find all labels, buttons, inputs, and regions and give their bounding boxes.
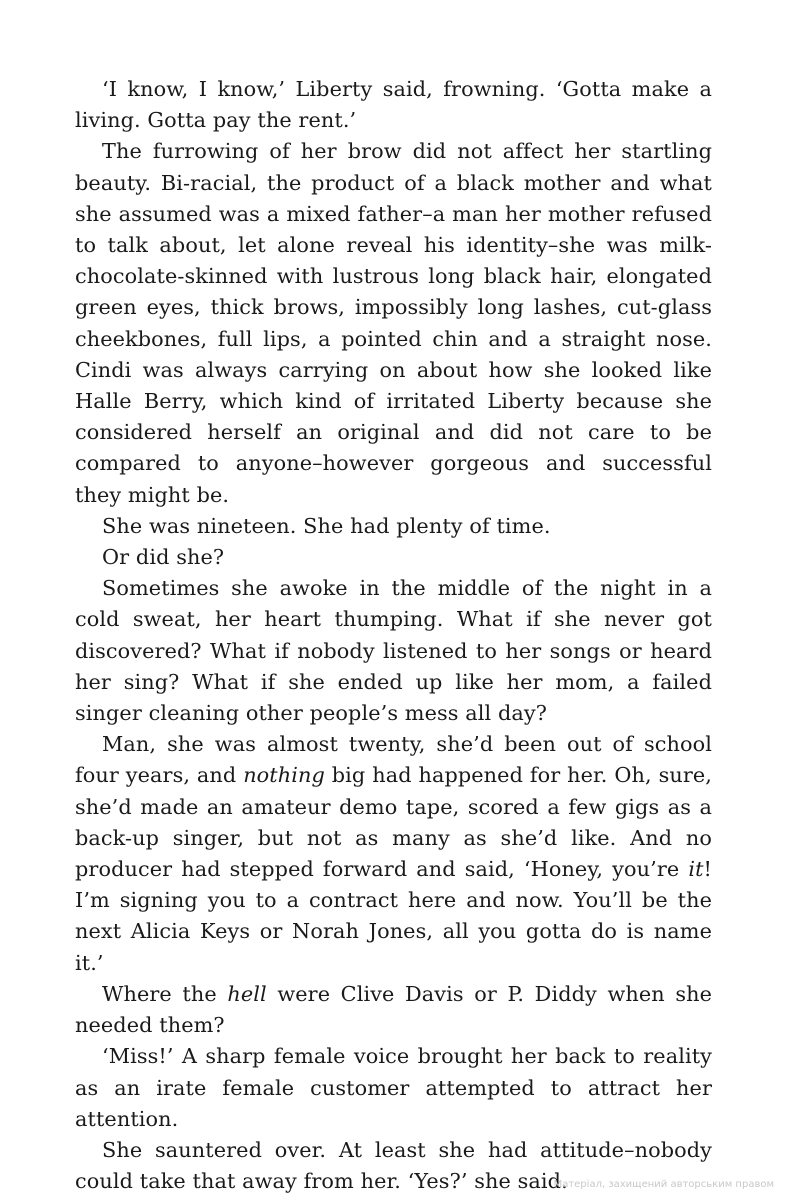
text-run: She sauntered over. At least she had attitude–nobody could take that away from her. ‘Yes?’ she said. bbox=[75, 1137, 712, 1194]
text-run: The furrowing of her brow did not affect her startling beauty. Bi-racial, the product of a black mother and what she assumed was a mixed father–a man her mother refused to talk about, let alone reveal his identity–she was milk-chocolate-skinned with lustrous long black hair, elongated green eyes, thick brows, impossibly long lashes, cut-glass cheekbones, full lips, a pointed chin and a straight nose. Cindi was always carrying on about how she looked like Halle Berry, which kind of irritated Liberty because she considered herself an original and did not care to be compared to anyone–however gorgeous and successful they might be. bbox=[75, 139, 712, 507]
text-run: Man, she was almost twenty, she’d been out of school four years, and bbox=[75, 732, 712, 788]
text-run: big had happened for her. Oh, sure, she’d made an amateur demo tape, scored a few gigs as a back-up singer, but not as many as she’d like. And no producer had stepped forward and said, ‘Honey, you’re bbox=[75, 763, 712, 882]
text-run: were Clive Davis or P. Diddy when she needed them? bbox=[75, 981, 712, 1038]
text-run: Or did she? bbox=[102, 545, 225, 570]
copyright-watermark: Матеріал, захищений авторським правом bbox=[553, 1179, 774, 1190]
paragraph bbox=[75, 1041, 712, 1135]
italic-text: nothing bbox=[243, 763, 325, 788]
text-run: ‘Miss!’ A sharp female voice brought her back to reality as an irate female customer attempted to attract her attention. bbox=[75, 1044, 712, 1131]
italic-text: hell bbox=[227, 981, 267, 1006]
text-run: ! I’m signing you to a contract here and now. You’ll be the next Alicia Keys or Norah Jones, all you gotta do is name it.’ bbox=[75, 857, 712, 975]
paragraph bbox=[75, 573, 712, 729]
text-run: Sometimes she awoke in the middle of the night in a cold sweat, her heart thumping. What if she never got discovered? What if nobody listened to her songs or heard her sing? What if she ended up like her mom, a failed singer cleaning other people’s mess all day? bbox=[75, 576, 712, 726]
paragraph bbox=[75, 511, 712, 542]
text-run: She was nineteen. She had plenty of time. bbox=[102, 513, 551, 538]
italic-text: it bbox=[688, 857, 704, 882]
paragraph bbox=[75, 74, 712, 136]
paragraph bbox=[75, 979, 712, 1041]
text-run: ‘I know, I know,’ Liberty said, frowning. ‘Gotta make a living. Gotta pay the rent.’ bbox=[75, 77, 712, 133]
paragraph bbox=[75, 136, 712, 510]
paragraph bbox=[75, 542, 712, 573]
page-body bbox=[75, 74, 712, 1197]
text-run: Where the bbox=[102, 981, 228, 1006]
paragraph bbox=[75, 729, 712, 979]
